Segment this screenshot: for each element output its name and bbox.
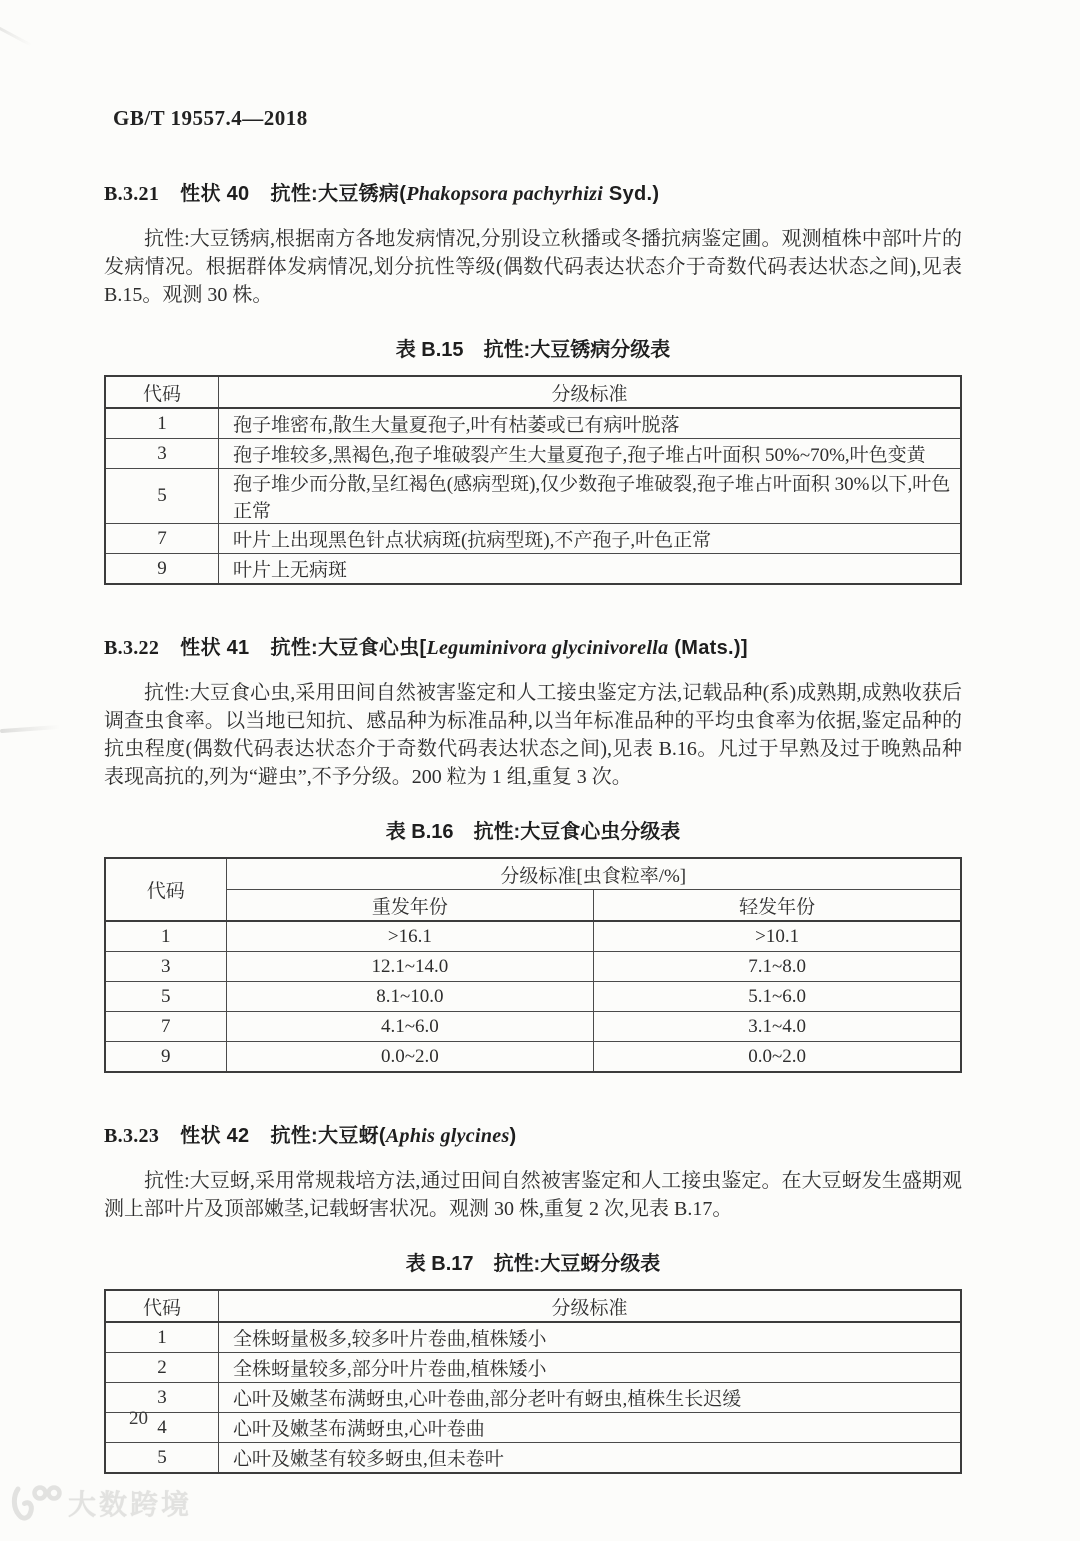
subheader-row bbox=[105, 890, 961, 922]
criteria-cell: 0.0~2.0 bbox=[594, 1042, 961, 1073]
table-caption-text: 抗性:大豆锈病分级表 bbox=[483, 339, 671, 361]
table-header bbox=[105, 858, 961, 921]
section-paragraph: 抗性:大豆食心虫,采用田间自然被害鉴定和人工接虫鉴定方法,记载品种(系)成熟期,成熟收获后调查虫食率。以当地已知抗、感品种为标准品种,以当年标准品种的平均虫食率为依据,鉴定品种的抗虫程度(偶数代码表达状态介于奇数代码表达状态之间),见表 B.16。凡过于早熟及过于晚熟品种表现高抗的,列为“避虫”,不予分级。200 粒为 1 组,重复 3 次。 bbox=[104, 682, 962, 788]
code-cell: 3 bbox=[105, 439, 219, 469]
code-cell: 9 bbox=[105, 1042, 226, 1073]
table-label: 表 B.15 bbox=[395, 339, 464, 361]
table-label: 表 B.17 bbox=[405, 1253, 474, 1275]
table-caption-b17 bbox=[104, 1247, 962, 1276]
table-body bbox=[105, 1322, 961, 1473]
trait-label: 性状 42 bbox=[180, 1125, 250, 1147]
table-row bbox=[105, 982, 961, 1012]
trait-title bbox=[270, 183, 659, 205]
header-row bbox=[105, 376, 961, 408]
table-caption-b16 bbox=[104, 815, 962, 844]
section-heading-b3-23 bbox=[104, 1119, 962, 1148]
criteria-cell: 心叶及嫩茎布满蚜虫,心叶卷曲 bbox=[219, 1413, 962, 1443]
watermark-logo-icon bbox=[10, 1482, 62, 1524]
table-row bbox=[105, 1012, 961, 1042]
code-cell: 3 bbox=[105, 952, 226, 982]
section-heading-b3-22 bbox=[104, 631, 962, 660]
header-row bbox=[105, 1290, 961, 1322]
code-cell: 5 bbox=[105, 982, 226, 1012]
table-body bbox=[105, 408, 961, 584]
table-row bbox=[105, 469, 961, 524]
table-row bbox=[105, 921, 961, 952]
criteria-cell: 叶片上无病斑 bbox=[219, 554, 962, 585]
criteria-cell: 孢子堆少而分散,呈红褐色(感病型斑),仅少数孢子堆破裂,孢子堆占叶面积 30%以下,叶色正常 bbox=[219, 469, 962, 524]
trait-title-prefix: 抗性:大豆锈病( bbox=[270, 183, 407, 205]
watermark-text: 大数跨境 bbox=[68, 1489, 193, 1520]
section-number: B.3.22 bbox=[104, 637, 160, 659]
col-header-heavy-year: 重发年份 bbox=[226, 890, 594, 922]
table-row bbox=[105, 1353, 961, 1383]
table-b17 bbox=[104, 1289, 962, 1474]
code-cell: 1 bbox=[105, 408, 219, 439]
table-row bbox=[105, 524, 961, 554]
criteria-cell: 孢子堆密布,散生大量夏孢子,叶有枯萎或已有病叶脱落 bbox=[219, 408, 962, 439]
criteria-cell: 孢子堆较多,黑褐色,孢子堆破裂产生大量夏孢子,孢子堆占叶面积 50%~70%,叶色变黄 bbox=[219, 439, 962, 469]
section-number: B.3.23 bbox=[104, 1125, 160, 1147]
criteria-cell: 8.1~10.0 bbox=[226, 982, 594, 1012]
code-cell: 9 bbox=[105, 554, 219, 585]
scan-artifact bbox=[0, 725, 60, 733]
criteria-cell: 7.1~8.0 bbox=[594, 952, 961, 982]
col-header-criteria: 分级标准 bbox=[219, 1290, 962, 1322]
criteria-cell: 4.1~6.0 bbox=[226, 1012, 594, 1042]
table-row bbox=[105, 1443, 961, 1474]
code-cell: 1 bbox=[105, 1322, 219, 1353]
table-caption-text: 抗性:大豆蚜分级表 bbox=[493, 1253, 661, 1275]
code-cell: 5 bbox=[105, 469, 219, 524]
latin-species-name: Aphis glycines bbox=[385, 1125, 510, 1147]
table-b15 bbox=[104, 375, 962, 585]
trait-title bbox=[270, 1125, 516, 1147]
header-row bbox=[105, 858, 961, 890]
criteria-cell: 叶片上出现黑色针点状病斑(抗病型斑),不产孢子,叶色正常 bbox=[219, 524, 962, 554]
watermark bbox=[10, 1482, 192, 1524]
trait-title-suffix: Syd.) bbox=[603, 183, 660, 205]
criteria-cell: >16.1 bbox=[226, 921, 594, 952]
col-header-code: 代码 bbox=[105, 376, 219, 408]
table-row bbox=[105, 408, 961, 439]
section-paragraph: 抗性:大豆蚜,采用常规栽培方法,通过田间自然被害鉴定和人工接虫鉴定。在大豆蚜发生盛期观测上部叶片及顶部嫩茎,记载蚜害状况。观测 30 株,重复 2 次,见表 B.17。 bbox=[104, 1170, 962, 1220]
criteria-cell: 5.1~6.0 bbox=[594, 982, 961, 1012]
code-cell: 7 bbox=[105, 524, 219, 554]
section-number: B.3.21 bbox=[104, 183, 160, 205]
col-header-group: 分级标准[虫食粒率/%] bbox=[226, 858, 961, 890]
table-caption-text: 抗性:大豆食心虫分级表 bbox=[473, 821, 681, 843]
table-row bbox=[105, 952, 961, 982]
table-row bbox=[105, 1322, 961, 1353]
table-header bbox=[105, 1290, 961, 1322]
page-content bbox=[104, 0, 962, 1474]
table-b16 bbox=[104, 857, 962, 1073]
trait-label: 性状 41 bbox=[180, 637, 250, 659]
col-header-light-year: 轻发年份 bbox=[594, 890, 961, 922]
code-cell: 5 bbox=[105, 1443, 219, 1474]
table-header bbox=[105, 376, 961, 408]
table-caption-b15 bbox=[104, 333, 962, 362]
criteria-cell: 全株蚜量较多,部分叶片卷曲,植株矮小 bbox=[219, 1353, 962, 1383]
col-header-code: 代码 bbox=[105, 858, 226, 921]
table-row bbox=[105, 1042, 961, 1073]
trait-title bbox=[270, 637, 747, 659]
scan-artifact bbox=[0, 24, 32, 46]
code-cell: 1 bbox=[105, 921, 226, 952]
criteria-cell: >10.1 bbox=[594, 921, 961, 952]
trait-title-prefix: 抗性:大豆蚜( bbox=[270, 1125, 386, 1147]
table-label: 表 B.16 bbox=[385, 821, 454, 843]
section-paragraph: 抗性:大豆锈病,根据南方各地发病情况,分别设立秋播或冬播抗病鉴定圃。观测植株中部叶片的发病情况。根据群体发病情况,划分抗性等级(偶数代码表达状态介于奇数代码表达状态之间),见表 B.15。观测 30 株。 bbox=[104, 228, 962, 306]
code-cell: 3 bbox=[105, 1383, 219, 1413]
latin-species-name: Phakopsora pachyrhizi bbox=[406, 183, 604, 205]
criteria-cell: 3.1~4.0 bbox=[594, 1012, 961, 1042]
doc-number-header: GB/T 19557.4—2018 bbox=[113, 106, 308, 130]
criteria-cell: 心叶及嫩茎有较多蚜虫,但未卷叶 bbox=[219, 1443, 962, 1474]
trait-title-suffix: ) bbox=[509, 1125, 517, 1147]
trait-label: 性状 40 bbox=[180, 183, 250, 205]
trait-title-prefix: 抗性:大豆食心虫[ bbox=[270, 637, 427, 659]
code-cell: 7 bbox=[105, 1012, 226, 1042]
code-cell: 2 bbox=[105, 1353, 219, 1383]
criteria-cell: 12.1~14.0 bbox=[226, 952, 594, 982]
table-body bbox=[105, 921, 961, 1072]
criteria-cell: 全株蚜量极多,较多叶片卷曲,植株矮小 bbox=[219, 1322, 962, 1353]
section-heading-b3-21 bbox=[104, 177, 962, 206]
criteria-cell: 0.0~2.0 bbox=[226, 1042, 594, 1073]
table-row bbox=[105, 554, 961, 585]
code-cell: 4 bbox=[105, 1413, 219, 1443]
col-header-code: 代码 bbox=[105, 1290, 219, 1322]
trait-title-suffix: (Mats.)] bbox=[668, 637, 748, 659]
table-row bbox=[105, 439, 961, 469]
page-number: 20 bbox=[129, 1408, 148, 1429]
table-row bbox=[105, 1413, 961, 1443]
table-row bbox=[105, 1383, 961, 1413]
latin-species-name: Leguminivora glycinivorella bbox=[426, 637, 669, 659]
col-header-criteria: 分级标准 bbox=[219, 376, 962, 408]
criteria-cell: 心叶及嫩茎布满蚜虫,心叶卷曲,部分老叶有蚜虫,植株生长迟缓 bbox=[219, 1383, 962, 1413]
